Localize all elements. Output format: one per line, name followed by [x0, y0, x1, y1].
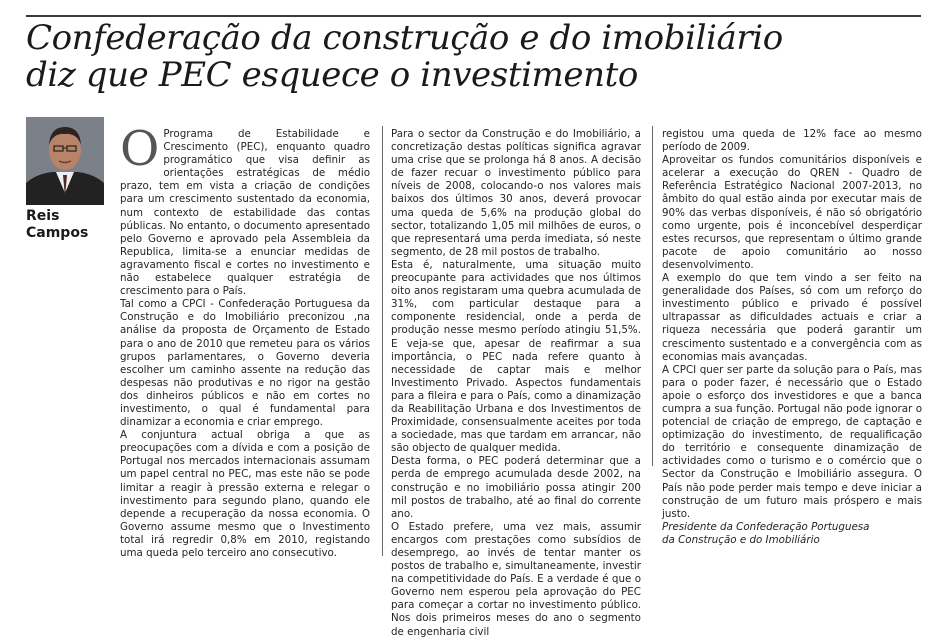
headline [26, 20, 926, 94]
paragraph: Para o sector da Construção e do Imobiliário, a concretização destas políticas significa agravar uma crise que se prolonga há 8 anos. A decisão de fazer recuar o investimento público para níveis de 2008, colocando-o nos valores mais baixos dos últimos 30 anos, deverá provocar uma queda de 5,6% na produção global do sector, totalizando 1,05 mil milhões de euros, o que representará uma perda imediata, só neste segmento, de 28 mil postos de trabalho. [391, 128, 641, 258]
paragraph: A conjuntura actual obriga a que as preocupações com a dívida e com a posição de Portugal nos mercados internacionais assumam um papel central no PEC, mas este não se pode limitar a reagir à pressão externa e relegar o investimento para segundo plano, quando ele depende a recuperação da nossa economia. O Governo assume mesmo que o Investimento total irá regredir 0,8% em 2010, registando uma queda pelo terceiro ano consecutivo. [120, 429, 370, 559]
column-divider-1 [382, 126, 383, 556]
author-portrait-image [26, 117, 104, 205]
column-divider-2 [652, 126, 653, 466]
paragraph: Esta é, naturalmente, uma situação muito preocupante para actividades que nos últimos oito anos registaram uma quebra acumulada de 31%, com particular destaque para a componente residencial, onde a perda de produção nesse mesmo período atingiu 51,5%. E veja-se que, apesar de reafirmar a sua importância, o PEC nada refere quanto à necessidade de captar mais e melhor Investimento Privado. Aspectos fundamentais para a fileira e para o País, como a dinamização da Reabilitação Urbana e dos Investimentos de Proximidade, consensualmente aceites por toda a sociedade, mas que tardam em arrancar, não são objecto de qualquer medida. [391, 258, 641, 455]
author-first-name: Reis [26, 208, 60, 224]
paragraph: A CPCI quer ser parte da solução para o País, mas para o poder fazer, é necessário que o Estado apoie o esforço dos investidores e que a banca cumpra a sua função. Portugal não pode ignorar o potencial de criação de emprego, de captação e optimização do investimento, de requalificação do território e consequente dinamização de actividades como o turismo e o comércio que o Sector da Construção e Imobiliário assegura. O País não pode perder mais tempo e deve iniciar a construção de um futuro mais próspero e mais justo. [662, 363, 922, 520]
author-signature-line-2: da Construção e do Imobiliário [662, 533, 820, 546]
headline-line-2: diz que PEC esquece o investimento [26, 55, 638, 95]
author-signature-line-1: Presidente da Confederação Portuguesa [662, 520, 870, 533]
paragraph: O Estado prefere, uma vez mais, assumir encargos com prestações como subsídios de desemprego, ao invés de tentar manter os postos de trabalho e, simultaneamente, investir na competitividade do País. E a verdade é que o Governo nem esperou pela aprovação do PEC para começar a cortar no investimento público. Nos dois primeiros meses do ano o segmento de engenharia civil [391, 520, 641, 638]
article-column-1 [120, 121, 370, 559]
paragraph: Desta forma, o PEC poderá determinar que a perda de emprego acumulada desde 2002, na construção e no imobiliário possa atingir 200 mil postos de trabalho, até ao final do corrente ano. [391, 455, 641, 520]
paragraph: Tal como a CPCI - Confederação Portuguesa da Construção e do Imobiliário preconizou ,na análise da proposta de Orçamento de Estado para o ano de 2010 que remeteu para os vários grupos parlamentares, o Governo deveria escolher um caminho assente na redução das despesas não produtivas e no rigor na gestão dos dinheiros públicos e não em cortes no investimento, o qual é fundamental para dinamizar a economia e criar emprego. [120, 298, 370, 429]
paragraph: registou uma queda de 12% face ao mesmo período de 2009. [662, 128, 922, 154]
paragraph: Programa de Estabilidade e Crescimento (PEC), enquanto quadro programático que visa definir as orientações estratégicas de médio prazo, tem em vista a criação de condições para um crescimento sustentado da economia, num contexto de estabilidade das contas públicas. No entanto, o documento apresentado pelo Governo e aprovado pela Assembleia da Republica, limita-se a enunciar medidas de agravamento fiscal e cortes no investimento e não estabelece qualquer estratégia de crescimento para o País. [120, 128, 370, 298]
author-name [26, 208, 116, 242]
top-rule [26, 15, 921, 17]
author-photo [26, 117, 104, 205]
article-column-2 [391, 128, 641, 638]
paragraph: A exemplo do que tem vindo a ser feito na generalidade dos Países, só com um reforço do investimento público e privado é possível ultrapassar as dificuldades actuais e criar a riqueza necessária que poderá garantir um crescimento sustentado e a convergência com as economias mais avançadas. [662, 272, 922, 363]
article-column-3 [662, 128, 922, 546]
drop-cap: O [120, 121, 160, 177]
headline-line-1: Confederação da construção e do imobiliário [26, 18, 783, 58]
paragraph: Aproveitar os fundos comunitários disponíveis e acelerar a execução do QREN - Quadro de Referência Estratégico Nacional 2007-2013, no âmbito do qual estão ainda por executar mais de 90% das verbas disponíveis, é não só obrigatório como urgente, pois é inconcebível desperdiçar estes recursos, que representam o último grande pacote de apoio comunitário ao nosso desenvolvimento. [662, 154, 922, 271]
author-last-name: Campos [26, 225, 89, 241]
